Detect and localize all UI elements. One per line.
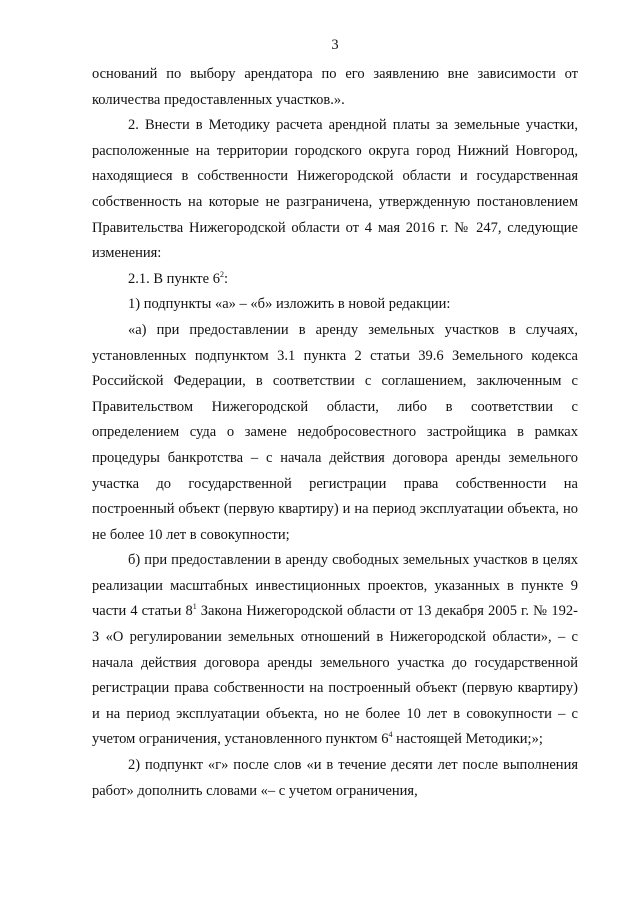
paragraph-text: «а) при предоставлении в аренду земельных участков в случаях, установленных подпунктом 3.1 пункта 2 статьи 39.6 Земельного кодекса Российской Федерации, в соответствии с соглашением, заключенным с Правительством Нижегородской области, либо в соответствии с определением суда о замене недобросовестного застройщика в рамках процедуры банкротства – с начала действия договора аренды земельного участка до государственной регистрации права собственности на построенный объект (первую квартиру) и на период эксплуатации объекта, но не более 10 лет в совокупности; (92, 321, 578, 543)
paragraph-part-3: настоящей Методики;»; (392, 731, 543, 748)
paragraph-continuation (92, 62, 578, 113)
paragraph-text: 2) подпункт «г» после слов «и в течение десяти лет после выполнения работ» дополнить словами «– с учетом ограничения, (92, 757, 578, 799)
superscript-index: 4 (388, 730, 393, 740)
paragraph-subitem-2 (92, 753, 578, 804)
paragraph-suffix: : (223, 270, 228, 287)
paragraph-subitem-1 (92, 292, 578, 318)
paragraph-text: 1) подпункты «а» – «б» изложить в новой редакции: (128, 296, 451, 313)
paragraph-subitem-b (92, 548, 578, 753)
superscript-index: 2 (219, 269, 224, 279)
paragraph-item-2-1 (92, 267, 578, 293)
paragraph-part-2: Закона Нижегородской области от 13 декабря 2005 г. № 192-З «О регулировании земельных отношений в Нижегородской области», – с начала действия договора аренды земельного участка до государственной регистрации права собственности на построенный объект (первую квартиру) и на период эксплуатации объекта, но не более 10 лет в совокупности – с учетом ограничения, установленного пунктом 6 (92, 603, 579, 748)
superscript-index: 1 (192, 602, 197, 612)
paragraph-item-2 (92, 113, 578, 267)
page-number: 3 (331, 37, 339, 53)
document-page (92, 36, 578, 804)
paragraph-part-1: б) при предоставлении в аренду свободных земельных участков в целях реализации масштабных инвестиционных проектов, указанных в пункте 9 части 4 статьи 8 (92, 552, 578, 620)
paragraph-text: 2. Внести в Методику расчета арендной платы за земельные участки, расположенные на территории городского округа город Нижний Новгород, находящиеся в собственности Нижегородской области и государственная собственность на которые не разграничена, утвержденную постановлением Правительства Нижегородской области от 4 мая 2016 г. № 247, следующие изменения: (92, 117, 578, 262)
paragraph-prefix: 2.1. В пункте 6 (128, 270, 220, 287)
paragraph-subitem-a (92, 318, 578, 548)
paragraph-text: оснований по выбору арендатора по его заявлению вне зависимости от количества предоставленных участков.». (92, 66, 578, 108)
